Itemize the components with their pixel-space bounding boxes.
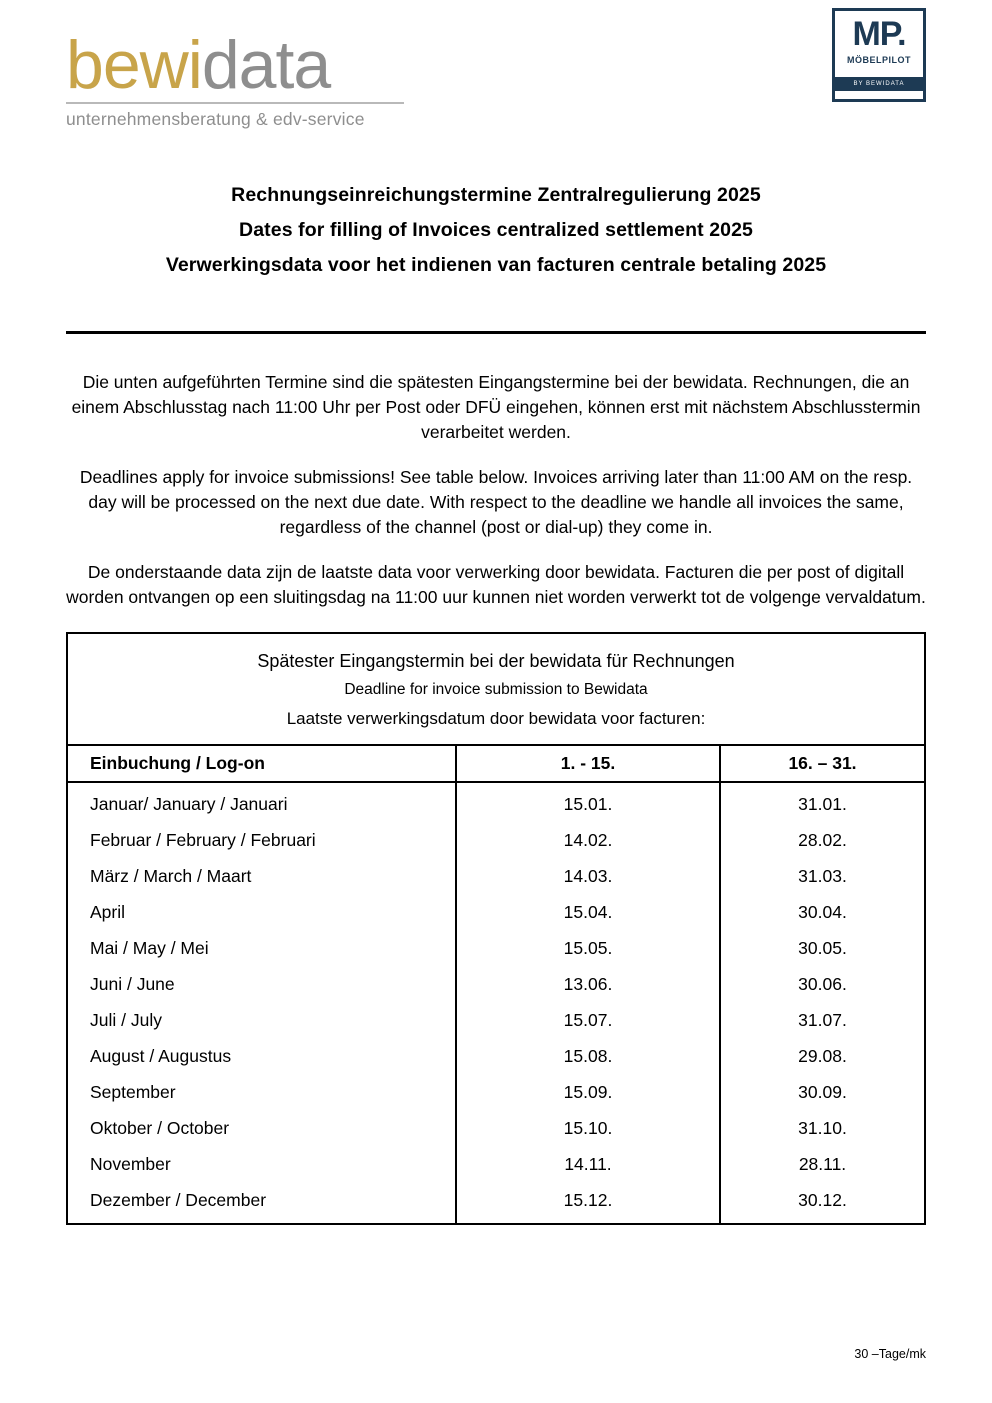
cell-second-half-deadline: 31.01. (798, 794, 847, 814)
intro-paragraph-english: Deadlines apply for invoice submissions! See table below. Invoices arriving later than 11:00 AM on the resp. day will be processed on the next due date. With respect to the deadline we handle all invoices the same, regardless of the channel (post or dial-up) they come in. (79, 467, 913, 537)
cell-month: Februar / February / Februari (68, 822, 456, 858)
cell-second-half-deadline: 30.04. (798, 902, 847, 922)
cell-first-half-deadline: 14.11. (456, 1146, 720, 1182)
months-table (68, 746, 924, 1223)
cell-second-half-deadline: 29.08. (798, 1046, 847, 1066)
cell-second-half-deadline: 30.06. (798, 974, 847, 994)
cell-second-half-deadline: 28.11. (798, 1154, 847, 1174)
bewidata-logo (66, 27, 404, 130)
cell-month: April (68, 894, 456, 930)
logo-tagline: unternehmensberatung & edv-service (66, 109, 365, 129)
cell-first-half-deadline: 14.02. (456, 822, 720, 858)
bewidata-wordmark (66, 27, 404, 103)
cell-first-half-deadline: 15.07. (456, 1002, 720, 1038)
cell-first-half-deadline: 15.04. (456, 894, 720, 930)
table-row (68, 1074, 924, 1110)
table-row (68, 894, 924, 930)
cell-month: August / Augustus (68, 1038, 456, 1074)
cell-second-half-deadline: 30.05. (798, 938, 847, 958)
intro-paragraphs (66, 370, 926, 610)
title-dutch: Verwerkingsdata voor het indienen van facturen centrale betaling 2025 (165, 254, 827, 276)
cell-month: Dezember / December (68, 1182, 456, 1223)
cell-second-half-deadline: 31.10. (798, 1118, 847, 1138)
cell-first-half-deadline: 13.06. (456, 966, 720, 1002)
cell-first-half-deadline: 15.09. (456, 1074, 720, 1110)
footer-note: 30 –Tage/mk (854, 1347, 926, 1361)
cell-first-half-deadline: 15.12. (456, 1182, 720, 1223)
logo-text-bewi: bewi (66, 27, 202, 103)
moebelpilot-logo (832, 8, 926, 102)
cell-first-half-deadline: 15.01. (456, 782, 720, 822)
cell-second-half-deadline: 31.03. (798, 866, 847, 886)
table-caption-dutch: Laatste verwerkingsdatum door bewidata voor facturen: (286, 709, 706, 728)
cell-first-half-deadline: 15.05. (456, 930, 720, 966)
cell-month: September (68, 1074, 456, 1110)
table-row (68, 822, 924, 858)
months-table-head (68, 746, 924, 782)
deadlines-table (66, 632, 926, 1225)
table-row (68, 966, 924, 1002)
table-caption (68, 634, 924, 746)
intro-paragraph-dutch: De onderstaande data zijn de laatste data voor verwerking door bewidata. Facturen die per post of digitall worden ontvangen op een sluitingsdag na 11:00 uur kunnen niet worden verwerkt tot de volgenge vervaldatum. (66, 562, 926, 607)
cell-month: März / March / Maart (68, 858, 456, 894)
table-row (68, 782, 924, 822)
horizontal-rule (66, 331, 926, 334)
cell-first-half-deadline: 15.10. (456, 1110, 720, 1146)
table-row (68, 1146, 924, 1182)
table-header-row (68, 746, 924, 782)
table-caption-english: Deadline for invoice submission to Bewidata (344, 681, 648, 698)
cell-second-half-deadline: 31.07. (798, 1010, 847, 1030)
cell-month: Oktober / October (68, 1110, 456, 1146)
column-header-first-half: 1. - 15. (456, 746, 720, 782)
cell-month: November (68, 1146, 456, 1182)
mp-logo-name: MÖBELPILOT (847, 55, 911, 65)
logo-text-data: data (201, 27, 331, 103)
document-header (66, 0, 926, 130)
cell-second-half-deadline: 30.12. (798, 1190, 847, 1210)
title-english: Dates for filling of Invoices centralized settlement 2025 (239, 219, 753, 241)
intro-paragraph-german: Die unten aufgeführten Termine sind die spätesten Eingangstermine bei der bewidata. Rechnungen, die an einem Abschlusstag nach 11:00 Uhr per Post oder DFÜ eingehen, können erst mit nächstem Abschlusstermin verarbeitet werden. (71, 372, 921, 442)
table-row (68, 858, 924, 894)
table-row (68, 1038, 924, 1074)
column-header-month: Einbuchung / Log-on (68, 746, 456, 782)
cell-month: Januar/ January / Januari (68, 782, 456, 822)
cell-first-half-deadline: 14.03. (456, 858, 720, 894)
title-german: Rechnungseinreichungstermine Zentralregulierung 2025 (231, 184, 761, 206)
cell-month: Juni / June (68, 966, 456, 1002)
column-header-second-half: 16. – 31. (720, 746, 924, 782)
table-row (68, 930, 924, 966)
table-row (68, 1002, 924, 1038)
cell-month: Juli / July (68, 1002, 456, 1038)
cell-month: Mai / May / Mei (68, 930, 456, 966)
mp-logo-initials: MP. (835, 11, 923, 55)
table-row (68, 1110, 924, 1146)
table-row (68, 1182, 924, 1223)
mp-logo-byline: BY BEWIDATA (835, 77, 923, 91)
months-table-body (68, 782, 924, 1223)
cell-first-half-deadline: 15.08. (456, 1038, 720, 1074)
cell-second-half-deadline: 28.02. (798, 830, 847, 850)
document-titles (66, 178, 926, 283)
cell-second-half-deadline: 30.09. (798, 1082, 847, 1102)
table-caption-german: Spätester Eingangstermin bei der bewidata für Rechnungen (257, 651, 735, 671)
